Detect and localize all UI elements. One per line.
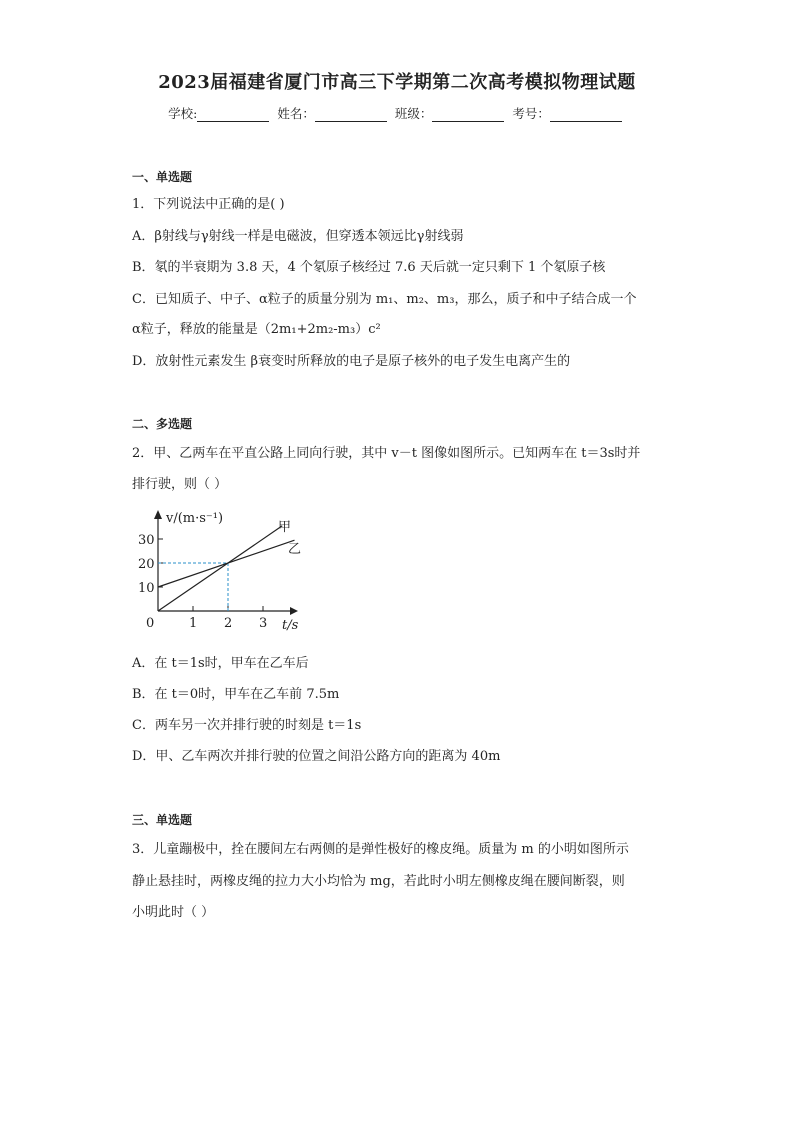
section-heading-2: 二、多选题 [132,417,193,431]
y-axis-label: v/(m·s⁻¹) [166,511,224,526]
name-blank [315,109,387,122]
y-tick-label-20: 20 [138,557,155,572]
x-tick-label-3: 3 [259,616,268,631]
q1-option-c-line1: C．已知质子、中子、α粒子的质量分别为 m₁、m₂、m₃，那么，质子和中子结合成一个 [132,292,637,307]
page-title: 2023届福建省厦门市高三下学期第二次高考模拟物理试题 [158,72,636,93]
line-jia-label: 甲 [278,520,292,535]
q2-option-c: C．两车另一次并排行驶的时刻是 t＝1s [132,718,362,733]
q3-line3: 小明此时（ ） [132,905,215,920]
school-label: 学校: [168,106,198,121]
school-blank [197,109,269,122]
q1-option-c-line2: α粒子，释放的能量是（2m₁+2m₂-m₃）c² [132,322,381,337]
q2-option-b: B．在 t＝0时，甲车在乙车前 7.5m [132,687,340,702]
exam-no-label: 考号： [512,106,550,121]
class-label: 班级： [394,106,433,121]
q1-option-a: A．β射线与γ射线一样是电磁波，但穿透本领远比γ射线弱 [132,229,464,244]
q2-stem-line1: 2．甲、乙两车在平直公路上同向行驶，其中 v－t 图像如图所示。已知两车在 t＝3s时并 [132,446,641,461]
section-heading-3: 三、单选题 [132,813,193,827]
q1-stem: 1．下列说法中正确的是( ) [132,197,285,212]
student-info-row [0,104,794,122]
line-yi-label: 乙 [288,542,302,557]
line-yi [158,540,295,587]
q1-option-b: B．氡的半衰期为 3.8 天，4 个氡原子核经过 7.6 天后就一定只剩下 1 个氡原子核 [132,260,606,275]
vt-graph [138,505,308,635]
y-axis-arrow-icon [154,510,162,519]
x-tick-label-1: 1 [189,616,198,631]
q2-stem-line2: 排行驶，则（ ） [132,477,228,492]
q2-option-a: A．在 t＝1s时，甲车在乙车后 [132,656,309,671]
class-blank [432,109,504,122]
origin-label: 0 [146,616,155,631]
name-label: 姓名： [277,106,315,121]
x-tick-label-2: 2 [224,616,233,631]
y-tick-label-10: 10 [138,581,155,596]
q3-line2: 静止悬挂时，两橡皮绳的拉力大小均恰为 mg，若此时小明左侧橡皮绳在腰间断裂，则 [132,874,625,889]
q3-line1: 3．儿童蹦极中，拴在腰间左右两侧的是弹性极好的橡皮绳。质量为 m 的小明如图所示 [132,842,629,857]
y-tick-label-30: 30 [138,533,155,548]
q2-option-d: D．甲、乙车两次并排行驶的位置之间沿公路方向的距离为 40m [132,749,501,764]
section-heading-1: 一、单选题 [132,170,193,184]
line-jia [158,526,282,611]
q1-option-d: D．放射性元素发生 β衰变时所释放的电子是原子核外的电子发生电离产生的 [132,354,571,369]
x-axis-label: t/s [282,618,299,633]
exam-no-blank [550,109,622,122]
x-axis-arrow-icon [290,607,298,615]
